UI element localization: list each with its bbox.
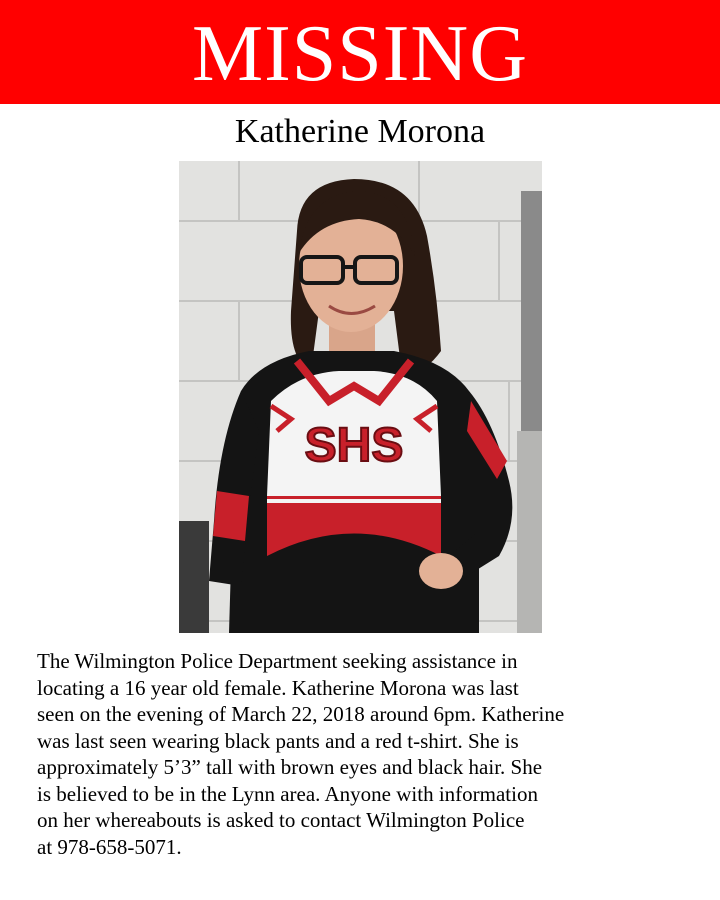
description-line: locating a 16 year old female. Katherine Morona was last — [37, 675, 519, 700]
description-line: approximately 5’3” tall with brown eyes and black hair. She — [37, 755, 543, 779]
description-line: at 978-658-5071. — [37, 834, 182, 859]
description-line: is believed to be in the Lynn area. Anyone with information — [37, 781, 538, 806]
description-line: The Wilmington Police Department seeking assistance in — [37, 649, 518, 673]
description-line: seen on the evening of March 22, 2018 around 6pm. Katherine — [37, 702, 565, 726]
shirt-lettering: SHS — [304, 419, 404, 472]
photo-illustration — [179, 161, 542, 633]
person-name: Katherine Morona — [234, 113, 486, 150]
missing-banner — [0, 0, 720, 104]
banner-title: MISSING — [192, 10, 528, 98]
description-line: on her whereabouts is asked to contact Wilmington Police — [37, 808, 525, 832]
person-photo — [179, 161, 542, 633]
description-line: was last seen wearing black pants and a red t-shirt. She is — [37, 728, 519, 753]
description — [37, 648, 717, 860]
